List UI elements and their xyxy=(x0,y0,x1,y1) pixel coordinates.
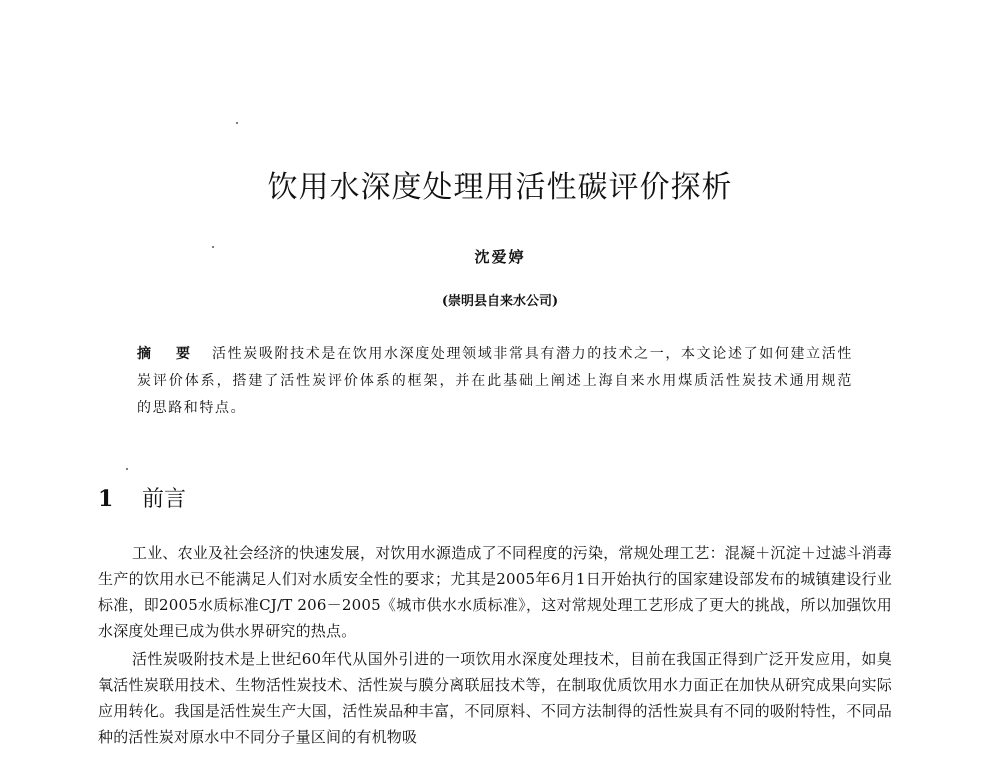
author-name: 沈爱婷 xyxy=(474,248,526,266)
section-heading xyxy=(98,482,186,513)
section-number: 1 xyxy=(98,486,114,512)
scan-speck xyxy=(126,468,128,470)
section-title: 前言 xyxy=(142,487,187,512)
body-paragraph: 工业、农业及社会经济的快速发展，对饮用水源造成了不同程度的污染，常规处理工艺：混凝＋沉淀＋过滤斗消毒生产的饮用水已不能满足人们对水质安全性的要求；尤其是2005年6月1日开始执行的国家建设部发布的城镇建设行业标准，即2005水质标准CJ/T 206－2005《城市供水水质标准》，这对常规处理工艺形成了更大的挑战，所以加强饮用水深度处理已成为供水界研究的热点。 xyxy=(98,544,893,640)
abstract xyxy=(137,341,853,422)
body-paragraph: 活性炭吸附技术是上世纪60年代从国外引进的一项饮用水深度处理技术，目前在我国正得到广泛开发应用，如臭氧活性炭联用技术、生物活性炭技术、活性炭与膜分离联屈技术等，在制取优质饮用水力面正在加快从研究成果向实际应用转化。我国是活性炭生产大国，活性炭品种丰富，不同原料、不同方法制得的活性炭具有不同的吸附特性，不同品种的活性炭对原水中不同分子量区间的有机物吸 xyxy=(98,650,892,746)
author-affiliation: (崇明县自来水公司) xyxy=(441,294,559,309)
abstract-label: 摘 要 xyxy=(137,346,200,362)
paper-title: 饮用水深度处理用活性碳评价探析 xyxy=(267,170,733,205)
scan-speck xyxy=(236,122,238,124)
abstract-text: 活性炭吸附技术是在饮用水深度处理领域非常具有潜力的技术之一，本文论述了如何建立活性炭评价体系，搭建了活性炭评价体系的框架，并在此基础上阐述上海自来水用煤质活性炭技术通用规范的思路和特点。 xyxy=(137,346,853,416)
